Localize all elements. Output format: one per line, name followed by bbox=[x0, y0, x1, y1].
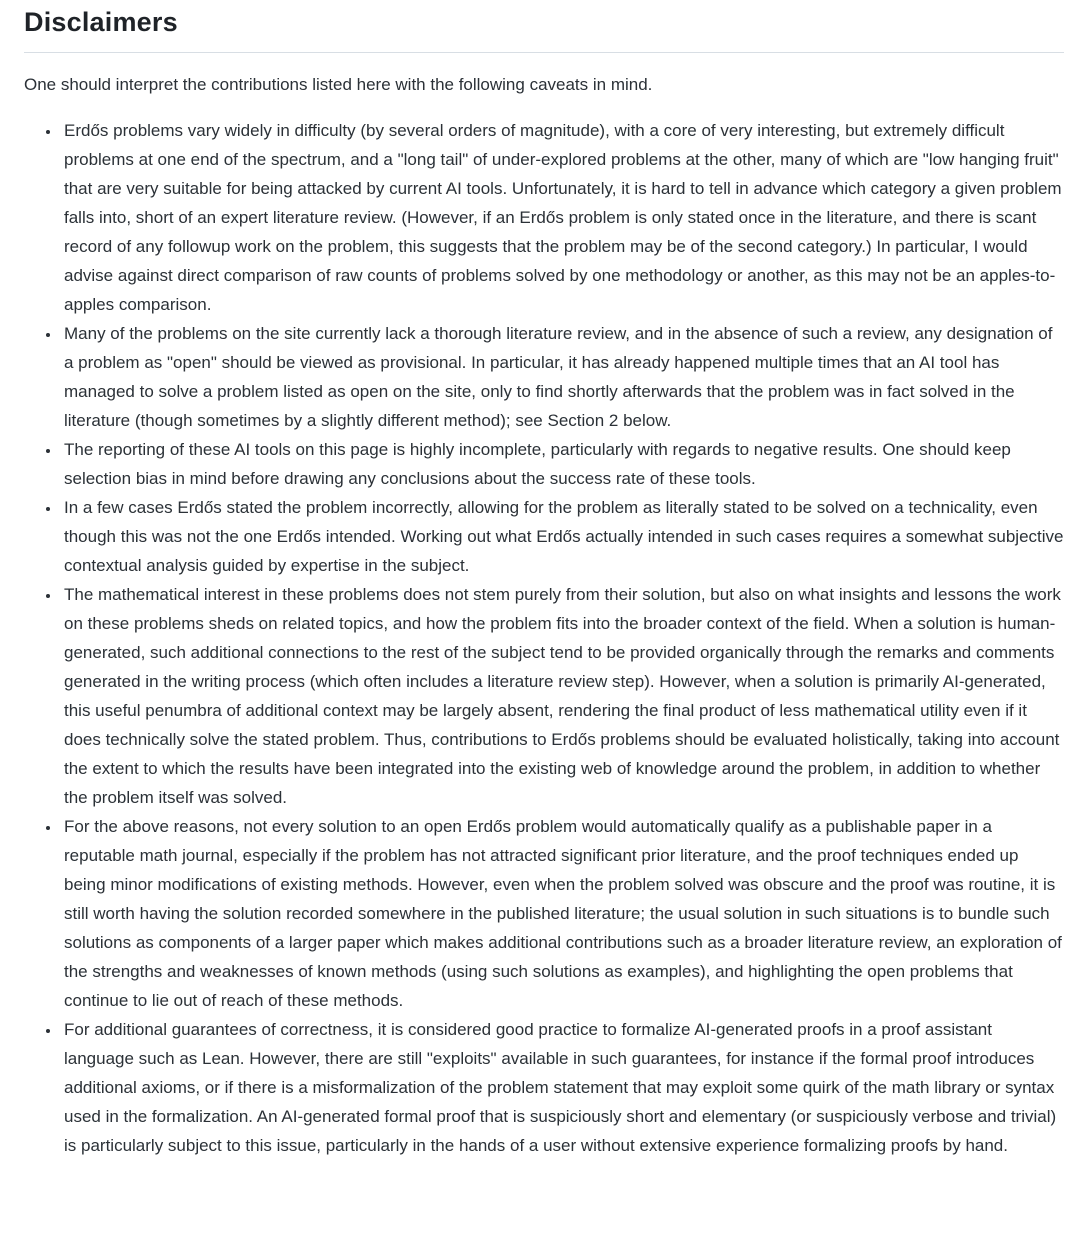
disclaimer-item-mathematical-interest: • The mathematical interest in these problems does not stem purely from their solution, but also on what insights and lessons the work on these problems sheds on related topics, and how the problem fits into the broader context of the field. When a solution is human-generated, such additional connections to the rest of the subject tend to be provided organically through the remarks and comments generated in the writing process (which often includes a literature review step). However, when a solution is primarily AI-generated, this useful penumbra of additional context may be largely absent, rendering the final product of less mathematical utility even if it does technically solve the stated problem. Thus, contributions to Erdős problems should be evaluated holistically, taking into account the extent to which the results have been integrated into the existing web of knowledge around the problem, in addition to whether the problem itself was solved. bbox=[61, 580, 1064, 812]
disclaimer-item-literature-review: • Many of the problems on the site currently lack a thorough literature review, and in the absence of such a review, any designation of a problem as "open" should be viewed as provisional. In particular, it has already happened multiple times that an AI tool has managed to solve a problem listed as open on the site, only to find shortly afterwards that the problem was in fact solved in the literature (though sometimes by a slightly different method); see Section 2 below. bbox=[61, 319, 1064, 435]
disclaimers-section bbox=[24, 6, 1064, 1160]
disclaimer-item-publishable-paper: • For the above reasons, not every solution to an open Erdős problem would automatically qualify as a publishable paper in a reputable math journal, especially if the problem has not attracted significant prior literature, and the proof techniques ended up being minor modifications of existing methods. However, even when the problem solved was obscure and the proof was routine, it is still worth having the solution recorded somewhere in the published literature; the usual solution in such situations is to bundle such solutions as components of a larger paper which makes additional contributions such as a broader literature review, an exploration of the strengths and weaknesses of known methods (using such solutions as examples), and highlighting the open problems that continue to lie out of reach of these methods. bbox=[61, 812, 1064, 1015]
disclaimers-list bbox=[24, 116, 1064, 1160]
disclaimer-item-difficulty: • Erdős problems vary widely in difficulty (by several orders of magnitude), with a core of very interesting, but extremely difficult problems at one end of the spectrum, and a "long tail" of under-explored problems at the other, many of which are "low hanging fruit" that are very suitable for being attacked by current AI tools. Unfortunately, it is hard to tell in advance which category a given problem falls into, short of an expert literature review. (However, if an Erdős problem is only stated once in the literature, and there is scant record of any followup work on the problem, this suggests that the problem may be of the second category.) In particular, I would advise against direct comparison of raw counts of problems solved by one methodology or another, as this may not be an apples-to-apples comparison. bbox=[61, 116, 1064, 319]
intro-paragraph: One should interpret the contributions listed here with the following caveats in mind. bbox=[24, 74, 653, 94]
disclaimer-item-reporting-incomplete: • The reporting of these AI tools on this page is highly incomplete, particularly with regards to negative results. One should keep selection bias in mind before drawing any conclusions about the success rate of these tools. bbox=[61, 435, 1064, 493]
disclaimer-item-stated-incorrectly: • In a few cases Erdős stated the problem incorrectly, allowing for the problem as literally stated to be solved on a technicality, even though this was not the one Erdős intended. Working out what Erdős actually intended in such cases requires a somewhat subjective contextual analysis guided by expertise in the subject. bbox=[61, 493, 1064, 580]
page-title: Disclaimers bbox=[24, 6, 1064, 53]
disclaimer-item-formalization: • For additional guarantees of correctness, it is considered good practice to formalize AI-generated proofs in a proof assistant language such as Lean. However, there are still "exploits" available in such guarantees, for instance if the formal proof introduces additional axioms, or if there is a misformalization of the problem statement that may exploit some quirk of the math library or syntax used in the formalization. An AI-generated formal proof that is suspiciously short and elementary (or suspiciously verbose and trivial) is particularly subject to this issue, particularly in the hands of a user without extensive experience formalizing proofs by hand. bbox=[61, 1015, 1064, 1160]
